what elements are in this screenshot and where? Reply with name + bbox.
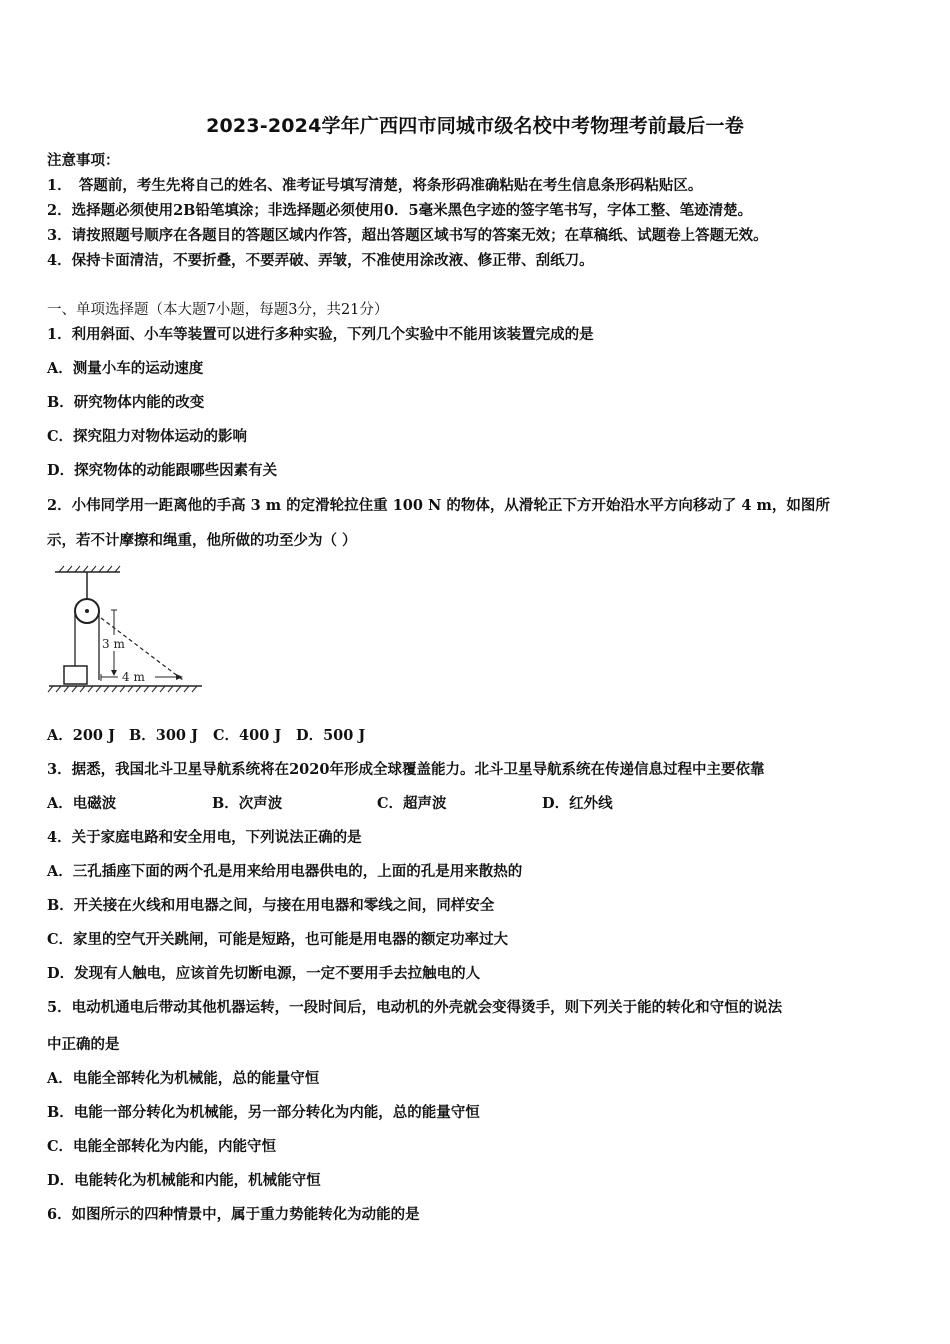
q3-option-d: D．红外线 xyxy=(542,795,613,812)
section-heading: 一、单项选择题（本大题7小题，每题3分，共21分） xyxy=(47,302,389,318)
q2-stem-line1: 2．小伟同学用一距离他的手高 3 m 的定滑轮拉住重 100 N 的物体，从滑轮正下方开始沿水平方向移动了 4 m，如图所 xyxy=(47,497,830,514)
q3-option-a: A．电磁波 xyxy=(47,795,117,812)
q2-option-a: A．200 J xyxy=(47,727,115,744)
notice-item-4: 4．保持卡面清洁，不要折叠，不要弄破、弄皱，不准使用涂改液、修正带、刮纸刀。 xyxy=(47,252,594,269)
pulley-figure xyxy=(45,563,205,698)
q1-stem: 1．利用斜面、小车等装置可以进行多种实验，下列几个实验中不能用该装置完成的是 xyxy=(47,326,594,343)
q1-option-a: A．测量小车的运动速度 xyxy=(47,360,204,377)
notice-item-2: 2．选择题必须使用2B铅笔填涂；非选择题必须使用0．5毫米黑色字迹的签字笔书写，字体工整、笔迹清楚。 xyxy=(47,202,753,219)
q4-option-b: B．开关接在火线和用电器之间，与接在用电器和零线之间，同样安全 xyxy=(47,897,495,914)
q6-stem: 6．如图所示的四种情景中，属于重力势能转化为动能的是 xyxy=(47,1206,420,1223)
page-title: 2023-2024学年广西四市同城市级名校中考物理考前最后一卷 xyxy=(206,115,744,137)
q2-option-b: B．300 J xyxy=(129,727,198,744)
q5-stem-line1: 5．电动机通电后带动其他机器运转，一段时间后，电动机的外壳就会变得烫手，则下列关于能的转化和守恒的说法 xyxy=(47,999,783,1016)
figure-label-height: 3 m xyxy=(102,637,125,651)
q5-option-b: B．电能一部分转化为机械能，另一部分转化为内能，总的能量守恒 xyxy=(47,1104,480,1121)
notice-item-1: 1． 答题前，考生先将自己的姓名、准考证号填写清楚，将条形码准确粘贴在考生信息条形码粘贴区。 xyxy=(47,177,703,194)
q3-option-b: B．次声波 xyxy=(212,795,283,812)
figure-label-distance: 4 m xyxy=(122,670,145,684)
q4-stem: 4．关于家庭电路和安全用电，下列说法正确的是 xyxy=(47,829,362,846)
q1-option-b: B．研究物体内能的改变 xyxy=(47,394,205,411)
q2-option-c: C．400 J xyxy=(213,727,282,744)
notice-item-3: 3．请按照题号顺序在各题目的答题区域内作答，超出答题区域书写的答案无效；在草稿纸、试题卷上答题无效。 xyxy=(47,227,768,244)
q3-option-c: C．超声波 xyxy=(377,795,447,812)
q5-option-a: A．电能全部转化为机械能，总的能量守恒 xyxy=(47,1070,320,1087)
q4-option-c: C．家里的空气开关跳闸，可能是短路，也可能是用电器的额定功率过大 xyxy=(47,931,509,948)
q2-option-d: D．500 J xyxy=(296,727,366,744)
notice-heading: 注意事项： xyxy=(47,152,120,169)
q1-option-d: D．探究物体的动能跟哪些因素有关 xyxy=(47,462,278,479)
q1-option-c: C．探究阻力对物体运动的影响 xyxy=(47,428,248,445)
q5-stem-line2: 中正确的是 xyxy=(47,1036,120,1053)
q5-option-c: C．电能全部转化为内能，内能守恒 xyxy=(47,1138,277,1155)
q2-stem-line2: 示，若不计摩擦和绳重，他所做的功至少为（ ） xyxy=(47,532,357,549)
q3-stem: 3．据悉，我国北斗卫星导航系统将在2020年形成全球覆盖能力。北斗卫星导航系统在传递信息过程中主要依靠 xyxy=(47,761,765,778)
q4-option-a: A．三孔插座下面的两个孔是用来给用电器供电的，上面的孔是用来散热的 xyxy=(47,863,523,880)
q5-option-d: D．电能转化为机械能和内能，机械能守恒 xyxy=(47,1172,321,1189)
q4-option-d: D．发现有人触电，应该首先切断电源，一定不要用手去拉触电的人 xyxy=(47,965,481,982)
